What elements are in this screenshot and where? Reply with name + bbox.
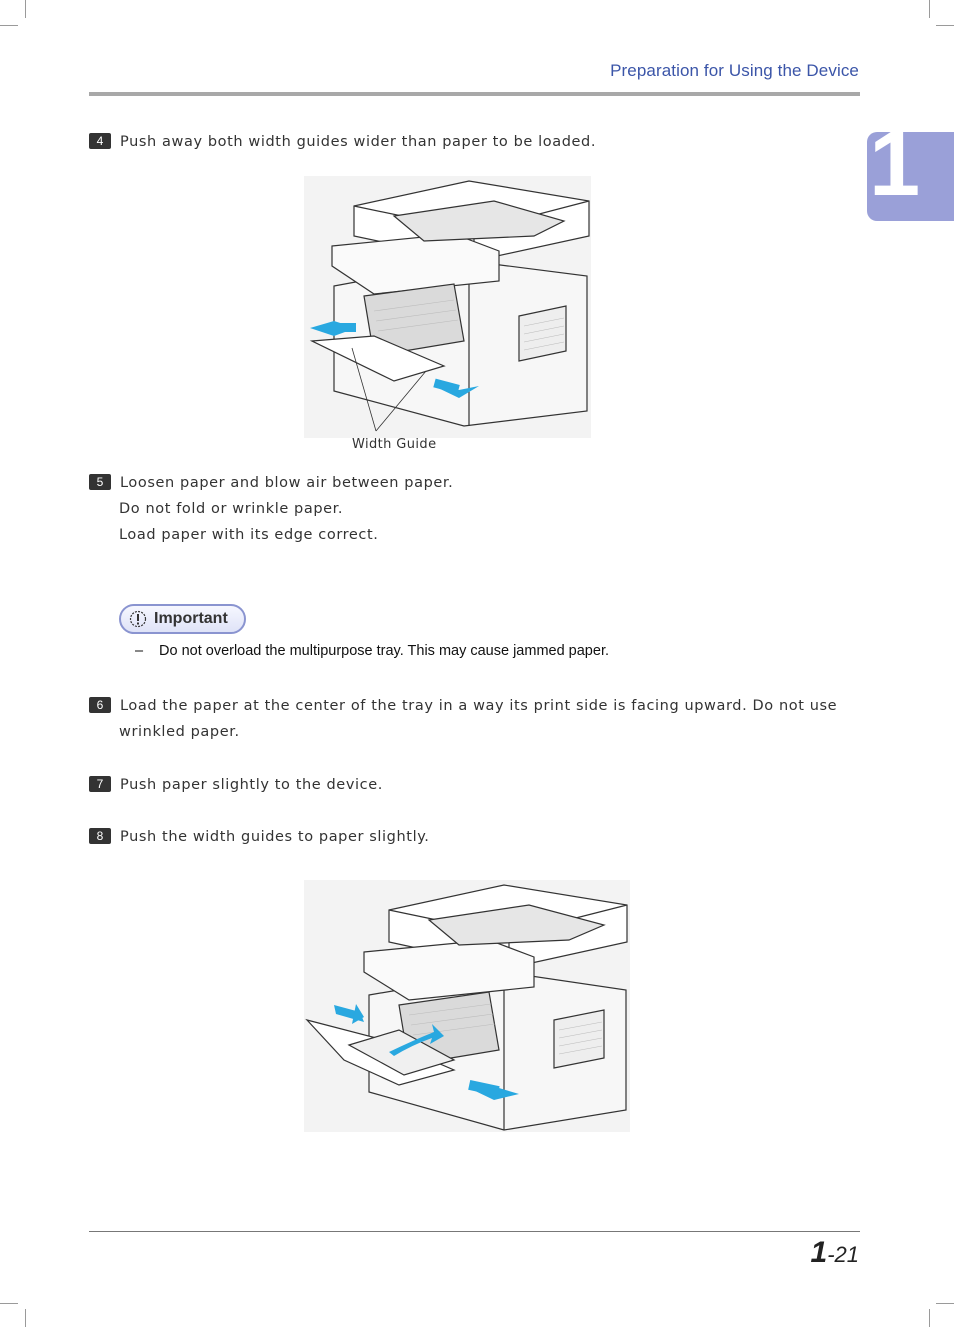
footer-divider — [89, 1231, 860, 1232]
printer-illustration-push-guides — [304, 880, 630, 1132]
crop-mark — [936, 1303, 954, 1304]
note-dash: – — [135, 643, 144, 659]
step-text: Push the width guides to paper slightly. — [120, 829, 430, 845]
step-text: wrinkled paper. — [119, 724, 240, 740]
step-number-badge: 6 — [89, 697, 111, 713]
crop-mark — [25, 0, 26, 18]
step-number-badge: 8 — [89, 828, 111, 844]
crop-mark — [936, 25, 954, 26]
step-4 — [89, 129, 596, 155]
important-note-text: Do not overload the multipurpose tray. This may cause jammed paper. — [159, 643, 609, 659]
step-number-badge: 4 — [89, 133, 111, 149]
step-5 — [89, 470, 453, 548]
step-text: Do not fold or wrinkle paper. — [119, 501, 344, 517]
step-text: Load the paper at the center of the tray in a way its print side is facing upward. Do not use — [120, 698, 838, 714]
page-number — [811, 1236, 860, 1270]
step-text: Loosen paper and blow air between paper. — [120, 475, 454, 491]
crop-mark — [929, 0, 930, 18]
step-6 — [89, 693, 837, 745]
page-number-separator: - — [827, 1242, 835, 1267]
step-number-badge: 5 — [89, 474, 111, 490]
crop-mark — [929, 1309, 930, 1327]
header-divider — [89, 92, 860, 96]
step-text: Push paper slightly to the device. — [120, 777, 383, 793]
chapter-tab-number: 1 — [869, 132, 921, 215]
step-7 — [89, 772, 383, 798]
chapter-tab — [867, 132, 954, 221]
figure-caption: Width Guide — [352, 437, 437, 452]
important-label: Important — [154, 610, 228, 627]
step-number-badge: 7 — [89, 776, 111, 792]
warning-icon — [129, 610, 147, 628]
printer-illustration-width-guides — [304, 176, 591, 438]
page-number-page: 21 — [834, 1242, 859, 1267]
important-note — [135, 643, 609, 659]
step-text: Load paper with its edge correct. — [119, 527, 379, 543]
important-callout — [119, 604, 246, 634]
page-number-chapter: 1 — [810, 1236, 828, 1269]
crop-mark — [0, 25, 18, 26]
crop-mark — [25, 1309, 26, 1327]
section-header-title: Preparation for Using the Device — [610, 61, 859, 80]
step-8 — [89, 824, 430, 850]
step-text: Push away both width guides wider than paper to be loaded. — [120, 134, 597, 150]
crop-mark — [0, 1303, 18, 1304]
